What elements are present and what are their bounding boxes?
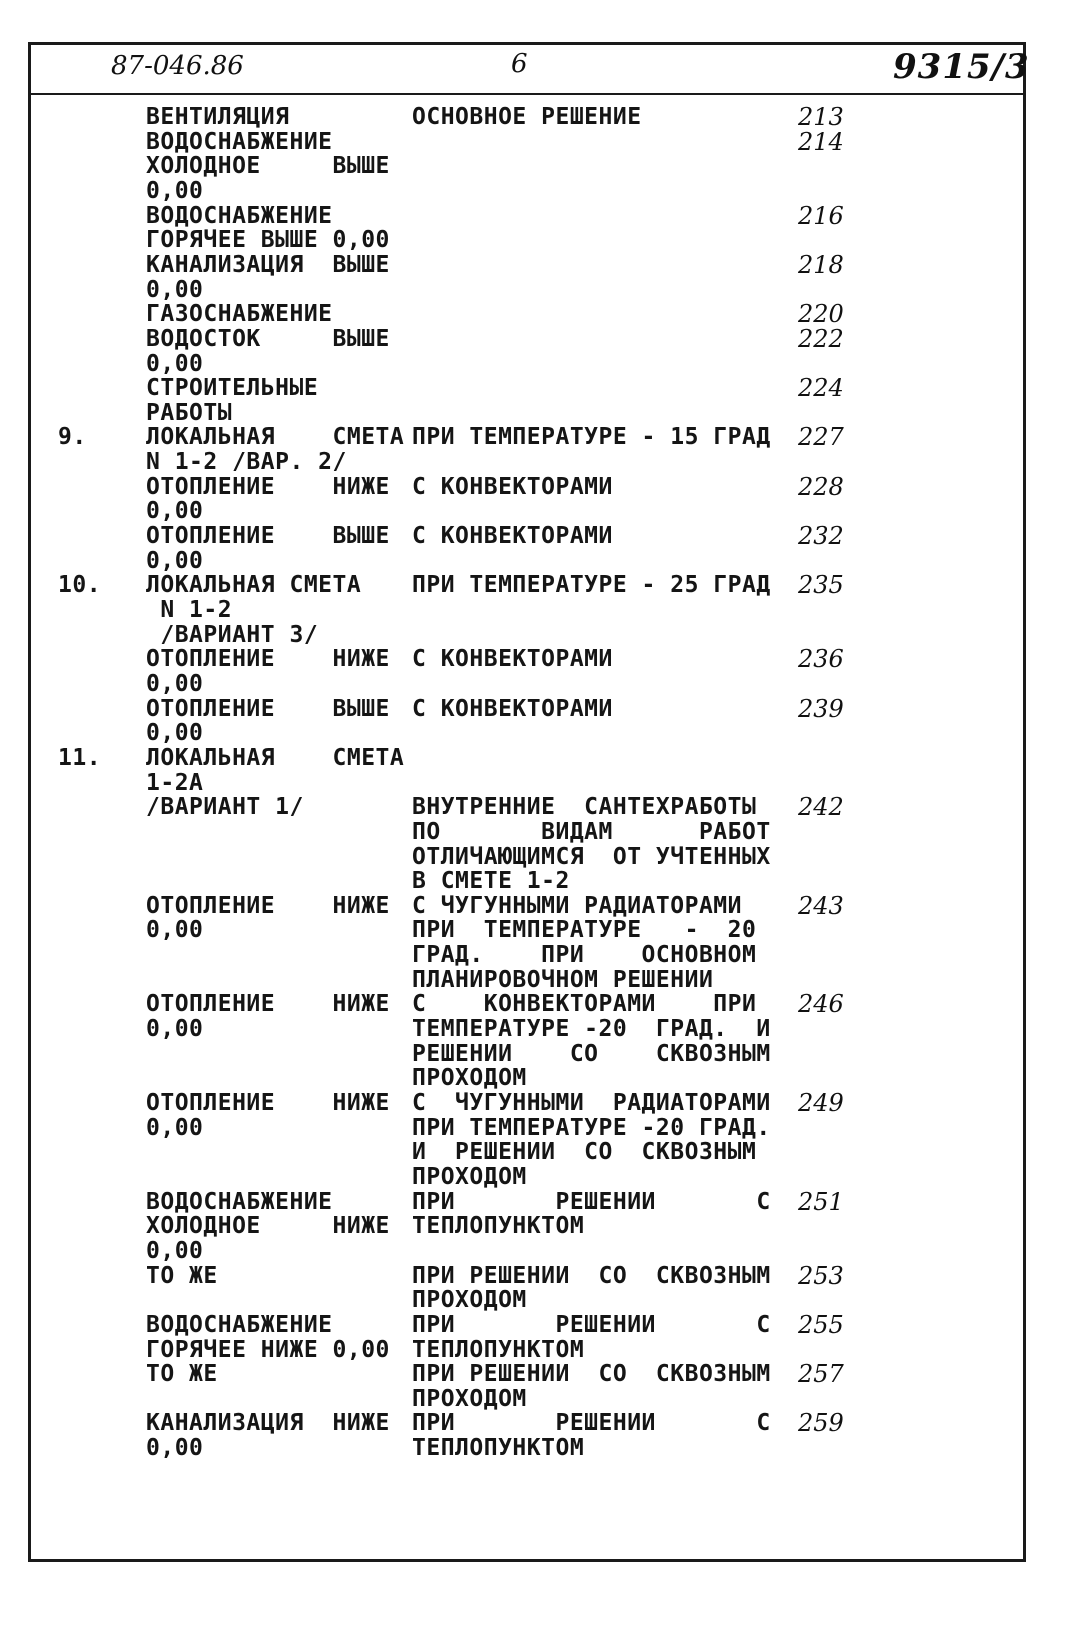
item-description: ТЕПЛОПУНКТОМ (412, 1336, 585, 1363)
item-title: ВОДОСНАБЖЕНИЕ (146, 1311, 333, 1338)
page-reference: 213 (798, 103, 844, 131)
item-title: 0,00 (146, 917, 204, 944)
item-title: N 1-2 (146, 597, 233, 623)
page-reference: 249 (798, 1089, 844, 1117)
item-description: ПРИ ТЕМПЕРАТУРЕ -20 ГРАД. (412, 1114, 771, 1141)
item-title: ВОДОСНАБЖЕНИЕ (146, 202, 333, 229)
page-reference: 242 (798, 793, 844, 822)
item-title: /ВАРИАНТ 3/ (146, 621, 319, 648)
item-title: КАНАЛИЗАЦИЯ ВЫШЕ (146, 251, 390, 278)
item-description: ТЕПЛОПУНКТОМ (412, 1213, 585, 1240)
section-number: 10. (58, 572, 102, 599)
item-title: 0,00 (146, 547, 204, 574)
item-title: 0,00 (146, 498, 204, 525)
item-title: 0,00 (146, 1114, 204, 1141)
page-reference: 236 (798, 645, 844, 674)
item-description: С КОНВЕКТОРАМИ (412, 523, 613, 550)
page-reference: 251 (798, 1187, 844, 1216)
item-title: ВЕНТИЛЯЦИЯ (146, 104, 290, 130)
page-reference: 218 (798, 250, 844, 279)
item-description: ПРИ ТЕМПЕРАТУРЕ - 20 (412, 917, 757, 944)
item-description: ПО ВИДАМ РАБОТ (412, 818, 771, 845)
page-reference: 243 (798, 891, 844, 920)
page-reference: 220 (798, 300, 844, 329)
page-reference: 216 (798, 201, 844, 230)
section-number: 11. (58, 744, 102, 771)
item-description: И РЕШЕНИИ СО СКВОЗНЫМ (412, 1139, 757, 1166)
item-description: ОТЛИЧАЮЩИМСЯ ОТ УЧТЕННЫХ (412, 843, 771, 870)
item-description: ПРИ РЕШЕНИИ С (412, 1410, 771, 1437)
sheet-number: 9315/3 (893, 47, 1030, 87)
item-title: ВОДОСНАБЖЕНИЕ (146, 128, 333, 155)
item-title: ЛОКАЛЬНАЯ СМЕТА (146, 424, 405, 451)
item-description: ПРОХОДОМ (412, 1385, 527, 1412)
item-title: СТРОИТЕЛЬНЫЕ (146, 375, 319, 402)
item-title: ВОДОСНАБЖЕНИЕ (146, 1188, 333, 1215)
header-divider (31, 93, 1023, 95)
item-title: ТО ЖЕ (146, 1361, 218, 1388)
item-title: N 1-2 /ВАР. 2/ (146, 449, 347, 476)
page-reference: 214 (798, 127, 844, 156)
item-description: ТЕПЛОПУНКТОМ (412, 1435, 585, 1462)
item-title: 0,00 (146, 350, 204, 377)
item-title: ОТОПЛЕНИЕ ВЫШЕ (146, 695, 390, 722)
item-description: С КОНВЕКТОРАМИ (412, 646, 613, 673)
page-reference: 232 (798, 522, 844, 551)
item-title: ОТОПЛЕНИЕ НИЖЕ (146, 646, 390, 673)
item-title: 0,00 (146, 276, 204, 303)
item-title: ОТОПЛЕНИЕ НИЖЕ (146, 1090, 390, 1116)
item-title: ТО ЖЕ (146, 1262, 218, 1289)
item-description: В СМЕТЕ 1-2 (412, 868, 570, 895)
item-title: ГАЗОСНАБЖЕНИЕ (146, 301, 333, 328)
page-reference: 228 (798, 472, 844, 501)
item-title: ВОДОСТОК ВЫШЕ (146, 325, 390, 352)
item-description: ПРОХОДОМ (412, 1287, 527, 1314)
item-description: ПРИ РЕШЕНИИ С (412, 1188, 771, 1215)
item-title: ОТОПЛЕНИЕ НИЖЕ (146, 473, 390, 500)
item-title: ГОРЯЧЕЕ ВЫШЕ 0,00 (146, 227, 390, 254)
item-title: 1-2А (146, 769, 204, 796)
page-reference: 253 (798, 1261, 844, 1290)
item-description: С ЧУГУННЫМИ РАДИАТОРАМИ (412, 892, 742, 919)
page-reference: 259 (798, 1409, 844, 1438)
item-description: ПРИ ТЕМПЕРАТУРЕ - 15 ГРАД (412, 424, 771, 451)
item-description: ПРИ РЕШЕНИИ С (412, 1311, 771, 1338)
item-description: С КОНВЕКТОРАМИ (412, 473, 613, 500)
item-description: ПРИ РЕШЕНИИ СО СКВОЗНЫМ (412, 1262, 771, 1289)
item-title: ХОЛОДНОЕ ВЫШЕ (146, 153, 390, 180)
item-title: 0,00 (146, 1237, 204, 1264)
item-description: ПЛАНИРОВОЧНОМ РЕШЕНИИ (412, 966, 714, 993)
item-title: 0,00 (146, 177, 204, 204)
item-title: РАБОТЫ (146, 399, 233, 426)
item-description: ПРИ ТЕМПЕРАТУРЕ - 25 ГРАД (412, 572, 771, 599)
document-code: 87-046.86 (111, 51, 244, 81)
item-title: /ВАРИАНТ 1/ (146, 794, 304, 821)
item-description: РЕШЕНИИ СО СКВОЗНЫМ (412, 1040, 771, 1067)
page-reference: 257 (798, 1360, 844, 1389)
page-reference: 239 (798, 694, 844, 723)
page-reference: 222 (798, 324, 844, 353)
item-description: ОСНОВНОЕ РЕШЕНИЕ (412, 104, 642, 130)
item-description: С КОНВЕКТОРАМИ (412, 695, 613, 722)
item-title: ХОЛОДНОЕ НИЖЕ (146, 1213, 390, 1240)
item-description: ПРОХОДОМ (412, 1065, 527, 1092)
item-title: КАНАЛИЗАЦИЯ НИЖЕ (146, 1410, 390, 1437)
item-title: ОТОПЛЕНИЕ НИЖЕ (146, 991, 390, 1018)
page-number: 6 (511, 49, 528, 79)
item-title: ЛОКАЛЬНАЯ СМЕТА (146, 744, 405, 771)
item-description: С КОНВЕКТОРАМИ ПРИ (412, 991, 757, 1018)
item-title: ГОРЯЧЕЕ НИЖЕ 0,00 (146, 1336, 390, 1363)
item-title: ОТОПЛЕНИЕ ВЫШЕ (146, 523, 390, 550)
item-description: ПРОХОДОМ (412, 1163, 527, 1190)
item-description: ВНУТРЕННИЕ САНТЕХРАБОТЫ (412, 794, 757, 821)
page-reference: 224 (798, 374, 844, 403)
page-reference: 255 (798, 1310, 844, 1339)
item-title: ОТОПЛЕНИЕ НИЖЕ (146, 892, 390, 919)
page-reference: 227 (798, 423, 844, 452)
item-title: 0,00 (146, 670, 204, 697)
item-title: 0,00 (146, 720, 204, 747)
item-title: 0,00 (146, 1435, 204, 1462)
item-title: 0,00 (146, 1016, 204, 1043)
item-description: ГРАД. ПРИ ОСНОВНОМ (412, 942, 757, 969)
item-description: С ЧУГУННЫМИ РАДИАТОРАМИ (412, 1090, 771, 1116)
item-title: ЛОКАЛЬНАЯ СМЕТА (146, 572, 362, 599)
item-description: ТЕМПЕРАТУРЕ -20 ГРАД. И (412, 1016, 771, 1043)
page-reference: 246 (798, 990, 844, 1019)
item-description: ПРИ РЕШЕНИИ СО СКВОЗНЫМ (412, 1361, 771, 1388)
page-reference: 235 (798, 571, 844, 600)
section-number: 9. (58, 424, 87, 451)
